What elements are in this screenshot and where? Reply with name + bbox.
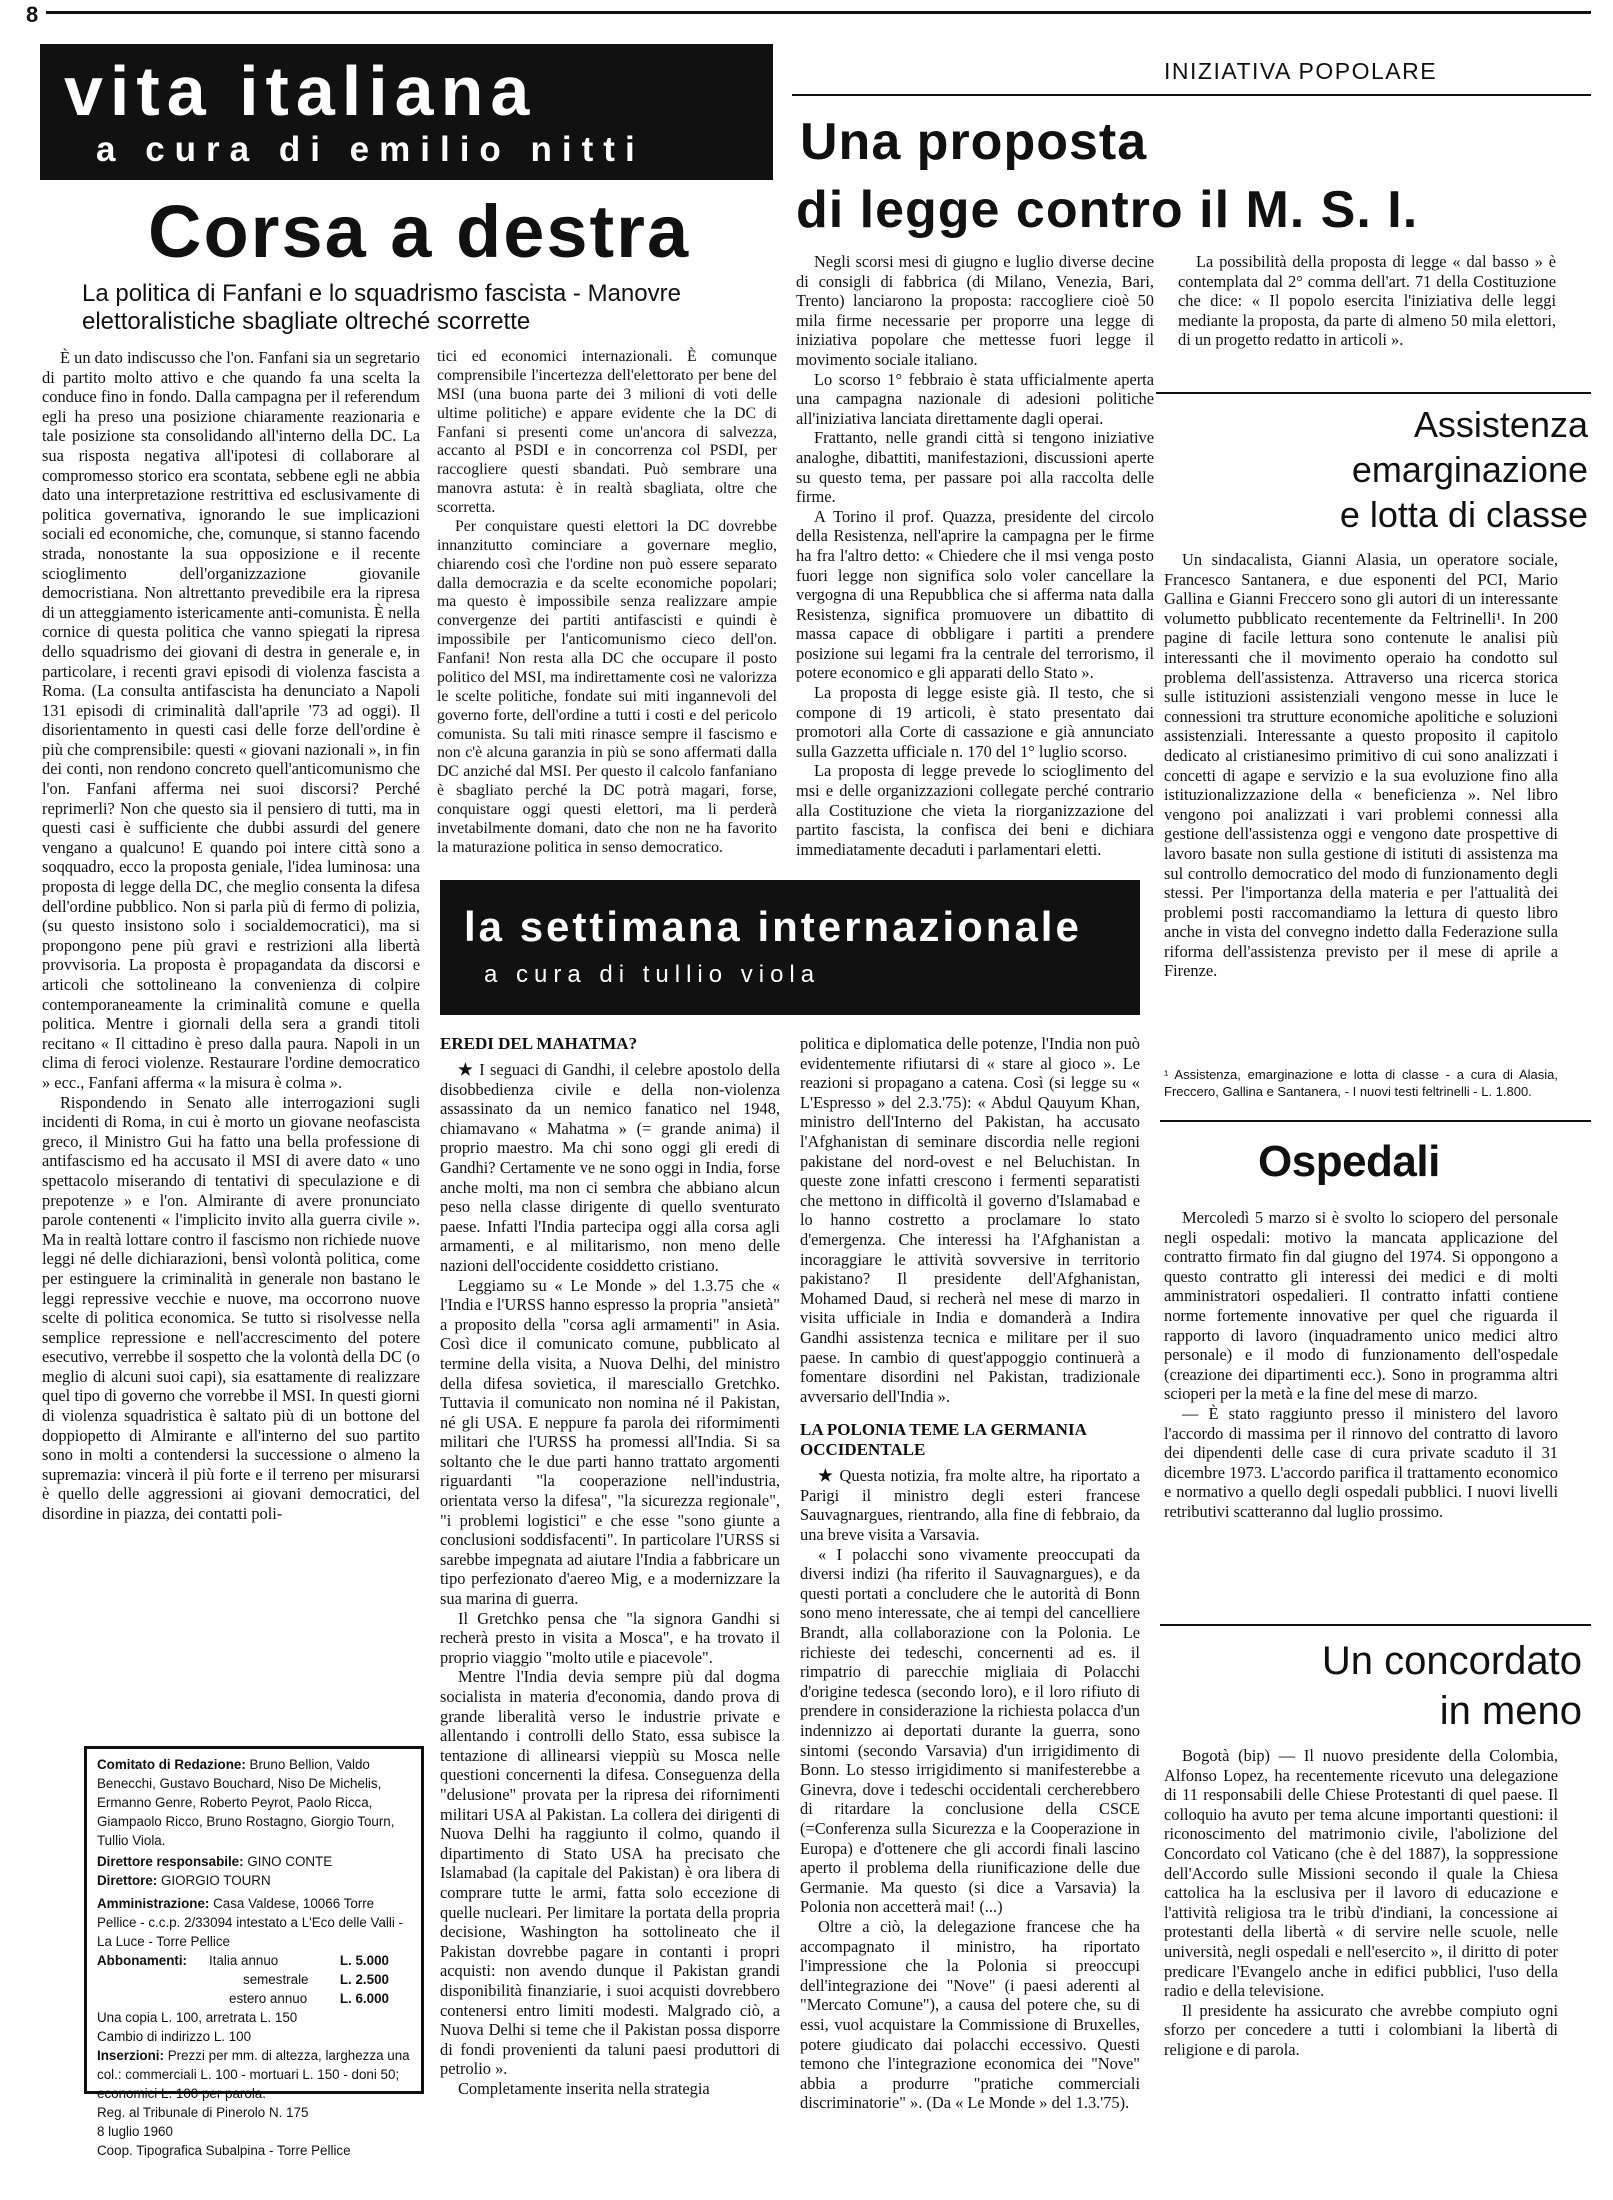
colophon-inserzioni: Inserzioni: Prezzi per mm. di altezza, larghezza una col.: commerciali L. 100 - mortuari L. 150 - doni 50; economici L. 100 per parola. (97, 2048, 410, 2101)
proposta-p1: Negli scorsi mesi di giugno e luglio diverse decine di consigli di fabbrica (di Milano, Venezia, Bari, Trento) lanciarono la proposta: raccogliere cioè 50 mila firme necessarie per proporre una legge di iniziativa popolare che mettesse fuori legge il movimento sociale italiano. (796, 252, 1154, 369)
assistenza-title-line2: emarginazione (1351, 449, 1588, 490)
ospedali-p2: — È stato raggiunto presso il ministero del lavoro l'accordo di massima per il rinnovo del contratto di lavoro dei dipendenti delle case di cura private scaduto il 31 dicembre 1973. L'accordo parifica il trattamento economico e normativo a quello degli ospedali pubblici. I nuovi livelli retributivi scatteranno dal luglio prossimo. (1164, 1403, 1558, 1521)
ospedali-p1: Mercoledì 5 marzo si è svolto lo sciopero del personale negli ospedali: motivo la mancata applicazione del contratto firmato fin dal giugno del 1974. Si oppongono a questo contratto gli interessi dei medici e di molti amministratori ospedalieri. Il contratto infatti contiene norme fortemente innovative per quel che riguarda il rapporto di lavoro (inquadramento unico medici altro personale) e il modo di funzionamento dell'ospedale (creazione dei dipartimenti ecc.). Sono in programma altri scioperi per la metà e la fine del mese di marzo. (1164, 1208, 1558, 1404)
proposta-col2 (1178, 252, 1556, 350)
assistenza-title (1160, 402, 1588, 537)
eredi-p5: Completamente inserita nella strategia (458, 2078, 710, 2098)
main-deck: La politica di Fanfani e lo squadrismo fascista - Manovre elettoralistiche sbagliate oltreché scorrette (82, 280, 681, 335)
assistenza-bottom-rule (1160, 1120, 1591, 1122)
proposta-col1 (796, 252, 1154, 859)
eredi-col2 (800, 1034, 1140, 1406)
top-rule (46, 11, 1591, 14)
eredi-p4: Mentre l'India devia sempre più dal dogma socialista in materia d'economia, dando prova di grande liberalità verso le industrie private e allentando i controlli dello Stato, essa subisce la tentazione di allinearsi vieppiù su Mosca nelle questioni concernenti la difesa. Conseguenza della "delusione" provata per la ripresa dei rifornimenti militari USA al Pakistan. La collera dei dirigenti di Nuova Delhi ha raggiunto il colmo, quando il dipartimento di Stato USA ha precisato che Islamabad (la capitale del Pakistan) è ora libera di comprare tutte le armi, fatta solo eccezione di quelle nucleari. Per limitare la portata della propria decisione, Washington ha sottolineato che il Pakistan dovrebbe pagare in contanti i propri acquisti: non avendo dunque il Pakistan grandi disponibilità finanziarie, i suoi acquisti dovrebbero contenersi entro limiti modesti. Malgrado ciò, a Nuova Delhi si teme che il Pakistan possa disporre di fondi provenienti da taluni paesi produttori di petrolio ». (440, 1667, 780, 2079)
polonia-p1: ★ Questa notizia, fra molte altre, ha riportato a Parigi il ministro degli esteri francese Sauvagnargues, rientrando, alla fine di febbraio, da una breve visita a Varsavia. (800, 1466, 1140, 1545)
proposta-bottom-rule (1156, 392, 1591, 394)
section-label: INIZIATIVA POPOLARE (1164, 58, 1438, 84)
eredi-p3: Il Gretchko pensa che "la signora Gandhi si recherà presto in visita a Mosca", e ha trovato il proprio viaggio "molto utile e piacevole". (440, 1608, 780, 1667)
proposta-col2-p1: La possibilità della proposta di legge « dal basso » è contemplata dal 2° comma dell'art. 71 della Costituzione che dice: « Il popolo esercita l'iniziativa delle leggi mediante la proposta, da parte di almeno 50 mila elettori, di un progetto redatto in articoli ». (1178, 252, 1556, 350)
colophon-coop: Coop. Tipografica Subalpina - Torre Pellice (97, 2143, 351, 2158)
colophon-abbonamenti: Abbonamenti: Italia annuo L. 5.000 semestrale L. 2.500 estero annuo L. 6.000 (97, 1953, 389, 2006)
polonia-body (800, 1466, 1140, 2113)
colophon-copia: Una copia L. 100, arretrata L. 150 (97, 2010, 298, 2025)
settimana-subtitle: a cura di tullio viola (484, 961, 821, 988)
concordato-p2: Il presidente ha assicurato che avrebbe compiuto ogni sforzo per concedere a tutti i colombiani la libertà di religione e di parola. (1164, 2000, 1558, 2059)
eredi-col1 (440, 1060, 780, 2098)
main-col1-p2: Rispondendo in Senato alle interrogazioni sugli incidenti di Roma, in cui è morto un giovane neofascista greco, il Ministro Gui ha fatto una bella professione di antifascismo ed ha accusato il MSI di avere dato « uno spettacolo miserando di tentativi di speculazione e di prepotenze » e l'on. Almirante di avere pronunciato parole contenenti « l'implicito invito alla guerra civile ». Ma in realtà lottare contro il fascismo non richiede nuove leggi né delle dichiarazioni, bensì volontà politica, come per estinguere la criminalità in generale non bastano le leggi repressive vecchie e nuove, ma occorrono nuove scelte di politica economica. Se tutto si risolvesse nella semplice repressione e nell'accrescimento del potere esecutivo, verrebbe il sospetto che la volontà della DC (o meglio di alcuni suoi capi), sia esattamente di realizzare quel tipo di governo che vorrebbe il MSI. In questi giorni di violenza squadristica è saltato più di un bottone del doppiopetto di Almirante e all'interno del suo partito sono in molti a contendersi la successione o almeno la supremazia: vincerà il più forte e il terreno per misurarsi è quello delle aggressioni ai giovani democratici, del disordine in piazza, dei contatti poli- (42, 1092, 420, 1524)
colophon-dir-resp: Direttore responsabile: GINO CONTE (97, 1854, 333, 1869)
colophon-reg: Reg. al Tribunale di Pinerolo N. 175 (97, 2105, 309, 2120)
main-title: Corsa a destra (148, 190, 691, 273)
eredi-column (440, 1034, 780, 2098)
assistenza-body (1164, 550, 1558, 981)
colophon-reg-date: 8 luglio 1960 (97, 2124, 173, 2139)
main-col1-p1: È un dato indiscusso che l'on. Fanfani sia un segretario di partito molto attivo e che quando fa una scelta la conduce fino in fondo. Dalla campagna per il referendum egli ha preso una posizione chiaramente reazionaria e tale posizione sta consolidando all'interno della DC. La sua risposta negativa all'ipotesi di collaborare al compromesso storico era scontata, sebbene egli ne abbia dato una interpretazione restrittiva ed esclusivamente di politica governativa, ignorando le sue implicazioni sociali ed economiche, che, comunque, si stanno facendo strada, nonostante la sua opposizione e il recente scioglimento dell'organizzazione giovanile democristiana. Non altrettanto prevedibile era la ripresa di un atteggiamento istericamente anti-comunista. È nella cornice di questa politica che vanno spiegati la ripresa dello squadrismo dei giovani di destra in generale e, in particolare, i recenti gravi episodi di violenza fascista a Roma. (La consulta antifascista ha denunciato a Napoli 131 episodi di criminalità dall'aprile '73 ad oggi). Il disorientamento in questi casi delle forze dell'ordine è più che comprensibile: questi « giovani nazionali », in fin dei conti, non rendono concreto quell'anticomunismo che l'on. Fanfani afferma nei suoi discorsi? Perché reprimerli? Non che questo sia il pensiero di tutti, ma in questi casi è sufficiente che dubbi assurdi del genere vengano a qualcuno! E quando poi intere città sono a soqquadro, ecco la proposta geniale, l'idea luminosa: una proposta di legge della DC, che meglio consenta la difesa dell'ordine pubblico. Non si parla più di fermo di polizia, (su questo insistono solo i socialdemocratici), ma si propongono pene più gravi e restrizioni alla libertà provvisoria. La proposta è propagandata da discorsi e articoli che sottolineano la convenienza di colpire contemporaneamente la criminalità comune e quella politica. Mentre i giornali della sera a grandi titoli recitano « Il cittadino è preso dalla paura. Napoli in un clima di feroci violenze. Restaurare l'ordine democratico » ecc., Fanfani afferma « la misura è colma ». (42, 348, 420, 1092)
colophon-direttore: Direttore: GIORGIO TOURN (97, 1873, 271, 1888)
colophon-cambio: Cambio di indirizzo L. 100 (97, 2029, 252, 2044)
eredi-kicker: EREDI DEL MAHATMA? (440, 1034, 638, 1053)
proposta-title-line1: Una proposta (800, 113, 1148, 171)
settimana-title: la settimana internazionale (464, 903, 1082, 950)
proposta-p4: A Torino il prof. Quazza, presidente del circolo della Resistenza, nell'aprire la campagna per le firme ha fra l'altro detto: « Chiedere che il msi venga posto fuori legge non significa solo voler cancellare la vergogna di una Repubblica che si afferma nata dalla Resistenza, significa promuovere un dibattito di massa capace di obbligare i partiti a prendere posizione sui legami fra la centrale del terrorismo, il potere economico e gli apparati dello Stato ». (796, 506, 1154, 683)
concordato-title-line1: Un concordato (1321, 1639, 1582, 1683)
concordato-p1: Bogotà (bip) — Il nuovo presidente della Colombia, Alfonso Lopez, ha recentemente ricevuto una delegazione di 11 responsabili delle Chiese Protestanti di quel paese. Il colloquio ha avuto per tema alcune importanti questioni: il riconoscimento del matrimonio civile, l'abolizione del Concordato col Vaticano (che è del 1887), la soppressione dell'Accordo sulle Missioni secondo il quale la Chiesa cattolica ha la esclusiva per il lavoro di educazione e l'attività religiosa tra le tribù d'indiani, la concessione ai protestanti della libertà « di servire nelle scuole, nelle università, negli ospedali e nell'esercito », il diritto di poter predicare l'Evangelo anche in edifici pubblici, l'uso della radio e della televisione. (1164, 1746, 1558, 2001)
colophon-comitato: Comitato di Redazione: Bruno Bellion, Valdo Benecchi, Gustavo Bouchard, Niso De Michelis, Ermanno Genre, Roberto Peyrot, Paolo Ricca, Giampaolo Ricco, Bruno Rostagno, Giorgio Tourn, Tullio Viola. (97, 1757, 395, 1848)
page-number: 8 (26, 2, 39, 27)
main-col2 (437, 348, 777, 858)
eredi-p2: Leggiamo su « Le Monde » del 1.3.75 che « l'India e l'URSS hanno espresso la propria "ansietà" a proposito della "corsa agli armamenti" in Asia. Così dice il comunicato comune, pubblicato al termine della visita, a Nuova Delhi, del ministro della difesa sovietica, il maresciallo Gretchko. Tuttavia il comunicato non nomina né il Pakistan, né gli USA. E neppure fa parola dei riformimenti militari che l'URSS ha promessi all'India. Si sa soltanto che le due parti hanno trattato argomenti riguardanti "la cooperazione nell'industria, orientata verso la difesa", "la sicurezza regionale", "i problemi logistici" e che esse "sono giunte a conclusioni soddisfacenti". In particolare l'URSS si sarebbe impegnata ad aiutare l'India a fabbricare un tipo perfezionato d'aereo Mig, e a modernizzare la sua marina di guerra. (440, 1275, 780, 1609)
colophon-box (84, 1746, 424, 2158)
proposta-p6: La proposta di legge prevede lo scioglimento del msi e delle organizzazioni collegate perché contrario alla Costituzione che vieta la riorganizzazione del partito fascista, la confisca dei beni e dichiara immediatamente decaduti i parlamentari eletti. (796, 761, 1154, 859)
concordato-title (1160, 1636, 1582, 1736)
settimana-banner (440, 880, 1140, 1015)
eredi-polonia-column (800, 1034, 1140, 2113)
main-col2-p1: tici ed economici internazionali. È comunque comprensibile l'incertezza dell'elettorato per bene del MSI (una buona parte dei 3 milioni di voti delle ultime politiche) e appare evidente che la DC di Fanfani si presenti come un'ancora di salvezza, accanto al PSDI e in concorrenza col PSDI, per raccogliere questi sbandati. Può sembrare una manovra astuta: è in realtà sbagliata, oltre che scorretta. (437, 348, 777, 516)
section-label-rule (792, 94, 1591, 96)
eredi-col2-p1: politica e diplomatica delle potenze, l'India non può evidentemente rifiutarsi di « stare al gioco ». Le reazioni si propagano a catena. Così (si legge su « L'Espresso » del 2.3.'75): « Abdul Qauyum Khan, ministro dell'Interno del Pakistan, ha accusato l'Afghanistan di seminare discordia nelle regioni pakistane del nord-ovest e nel Beluchistan. In queste zone infatti crescono i fermenti separatisti che mettono in difficoltà il governo d'Islamabad e lo hanno costretto a proclamare lo stato d'emergenza. Che interessi ha l'Afghanistan a incoraggiare le attività sovversive in territorio pakistano? Il presidente dell'Afghanistan, Mohamed Daud, si recherà nel mese di marzo in visita ufficiale in India e domanderà a Indira Gandhi assistenza tecnica e militare per il suo paese. In cambio di quest'appoggio continuerà a fomentare disordini nel Pakistan, tradizionale avversario dell'India ». (800, 1034, 1140, 1406)
star-icon: ★ (818, 1466, 840, 1486)
masthead (40, 44, 773, 180)
masthead-subtitle: a cura di emilio nitti (96, 130, 645, 169)
assistenza-title-line3: e lotta di classe (1339, 494, 1588, 535)
assistenza-p1: Un sindacalista, Gianni Alasia, un operatore sociale, Francesco Santanera, e due esponenti del PCI, Mario Gallina e Gianni Freccero sono gli autori di un interessante volumetto pubblicato recentemente da Feltrinelli¹. In 200 pagine di facile lettura sono contenute le analisi più interessanti che il movimento operaio ha condotto sul problema dell'assistenza. Attraverso una ricerca storica sulle istituzioni assistenziali vengono messe in luce le connessioni tra strutture economiche apolitiche e soluzioni assistenziali. Interessante a questo proposito il capitolo dedicato al cristianesimo primitivo di cui sono analizzati i concetti di agape e servizio e la sua evoluzione fino alla istituzionalizzazione della « beneficienza ». Nel libro vengono poi analizzati i vari problemi connessi alla gestione dell'assistenza oggi e vengono date prospettive di lavoro basate non sulla gestione di istituti di assistenza ma sul controllo democratico del modo di funzionamento degli stessi. Per l'importanza della materia e per l'attualità dei problemi posti raccomandiamo la lettura di questo libro anche in vista del convegno indetto dalla Federazione sulla riforma dell'assistenza previsto per il mese di aprile a Firenze. (1164, 550, 1558, 981)
proposta-p2: Lo scorso 1° febbraio è stata ufficialmente aperta una campagna nazionale di adesioni politiche all'iniziativa lanciata direttamente dagli operai. (796, 369, 1154, 428)
ospedali-bottom-rule (1160, 1624, 1591, 1626)
assistenza-title-line1: Assistenza (1413, 404, 1588, 445)
main-col1 (42, 348, 420, 1524)
masthead-title: vita italiana (64, 52, 537, 130)
ospedali-title: Ospedali (1258, 1137, 1440, 1186)
ospedali-body (1164, 1208, 1558, 1522)
polonia-kicker: LA POLONIA TEME LA GERMANIA OCCIDENTALE (800, 1420, 1086, 1460)
eredi-p1: ★ I seguaci di Gandhi, il celebre apostolo della disobbedienza civile e della non-violenza assassinato da un nemico fanatico nel 1948, chiamavano « Mahatma » (= grande anima) il proprio maestro. Ma chi sono oggi gli eredi di Gandhi? Certamente ve ne sono oggi in India, forse anche molti, ma non ci sembra che abbiano alcun peso nella classe dirigente di quello sventurato paese. Infatti l'India partecipa oggi alla corsa agli armamenti, e al militarismo, non meno delle nazioni dell'occidente cosiddetto cristiano. (440, 1060, 781, 1275)
polonia-p2: « I polacchi sono vivamente preoccupati da diversi indizi (ha riferito il Sauvagnargues), e da questi portati a concludere che le autorità di Bonn sono meno interessate, che ai tempi del cancelliere Brandt, alla collaborazione con la Polonia. Le richieste dei tedeschi, concernenti ad es. il rimpatrio di parecchie migliaia di Polacchi d'origine tedesca (secondo loro), e il loro rifiuto di prendere in considerazione la richiesta polacca d'un indennizzo ai deportati durante la guerra, sono sintomi (secondo Varsavia) d'un irrigidimento di Bonn. Lo stesso irrigidimento si manifesterebbe a Ginevra, dove i tedeschi occidentali cercherebbero di ritardare la conclusione della CSCE (=Conferenza sulla Sicurezza e la Cooperazione in Europa) e d'ottenere che gli accordi finali lascino aperto il problema della riunificazione delle due Germanie. Ma questo (si dice a Varsavia) la Polonia non accetterà mai! (...) (800, 1544, 1140, 1917)
proposta-p3: Frattanto, nelle grandi città si tengono iniziative analoghe, dibattiti, manifestazioni, discussioni aperte su questo tema, per passare poi alla raccolta delle firme. (796, 428, 1154, 507)
proposta-title-line2: di legge contro il M. S. I. (796, 181, 1419, 239)
concordato-body (1164, 1746, 1558, 2060)
main-col2-p2: Per conquistare questi elettori la DC dovrebbe innanzitutto cominciare a governare meglio, chiarendo così che l'ordine non può essere separato dalla democrazia e da scelte economiche popolari; ma questo è impossibile senza realizzare ampie convergenze dei partiti antifascisti e quindi è impossibile per l'anticomunismo cieco dell'on. Fanfani! Non resta alla DC che occupare il posto politico del MSI, ma indirettamente così ne valorizza le scelte politiche, fondate sui miti ingannevoli del governo forte, dell'ordine a tutti i costi e del pericolo comunista. Su tali miti rinasce sempre il fascismo e non c'è alcuna garanzia in più se sono affermati dalla DC anziché dal MSI. Per questo il calcolo fanfaniano è sbagliato perché la DC potrà magari, forse, conquistare oggi questi elettori, ma li perderà invetabilmente domani, dato che non ne ha favorito la maturazione politica in senso democratico. (437, 517, 777, 856)
proposta-p5: La proposta di legge esiste già. Il testo, che si compone di 19 articoli, è stato presentato dai promotori alla Corte di cassazione e già annunciato sulla Gazzetta ufficiale n. 170 del 1° luglio scorso. (796, 683, 1154, 761)
polonia-p3: Oltre a ciò, la delegazione francese che ha accompagnato il ministro, ha riportato l'impressione che la Polonia si preoccupi dell'integrazione dei "Nove" (i paesi aderenti al "Mercato Comune"), a causa del potere che, su di essi, vuol acquistare la Commissione di Bruxelles, potere giudicato dai polacchi eccessivo. Questi temono che l'integrazione economica dei "Nove" abbia a produrre "pratiche commerciali discriminatorie" ». (Da « Le Monde » del 1.3.'75). (800, 1916, 1140, 2113)
concordato-title-line2: in meno (1439, 1689, 1582, 1733)
star-icon: ★ (458, 1060, 480, 1079)
assistenza-footnote: ¹ Assistenza, emarginazione e lotta di classe - a cura di Alasia, Freccero, Gallina e Santanera, - I nuovi testi feltrinelli - L. 1.800. (1164, 1067, 1558, 1099)
colophon-amm: Amministrazione: Casa Valdese, 10066 Torre Pellice - c.c.p. 2/33094 intestato a L'Eco delle Valli - La Luce - Torre Pellice (97, 1896, 403, 1949)
